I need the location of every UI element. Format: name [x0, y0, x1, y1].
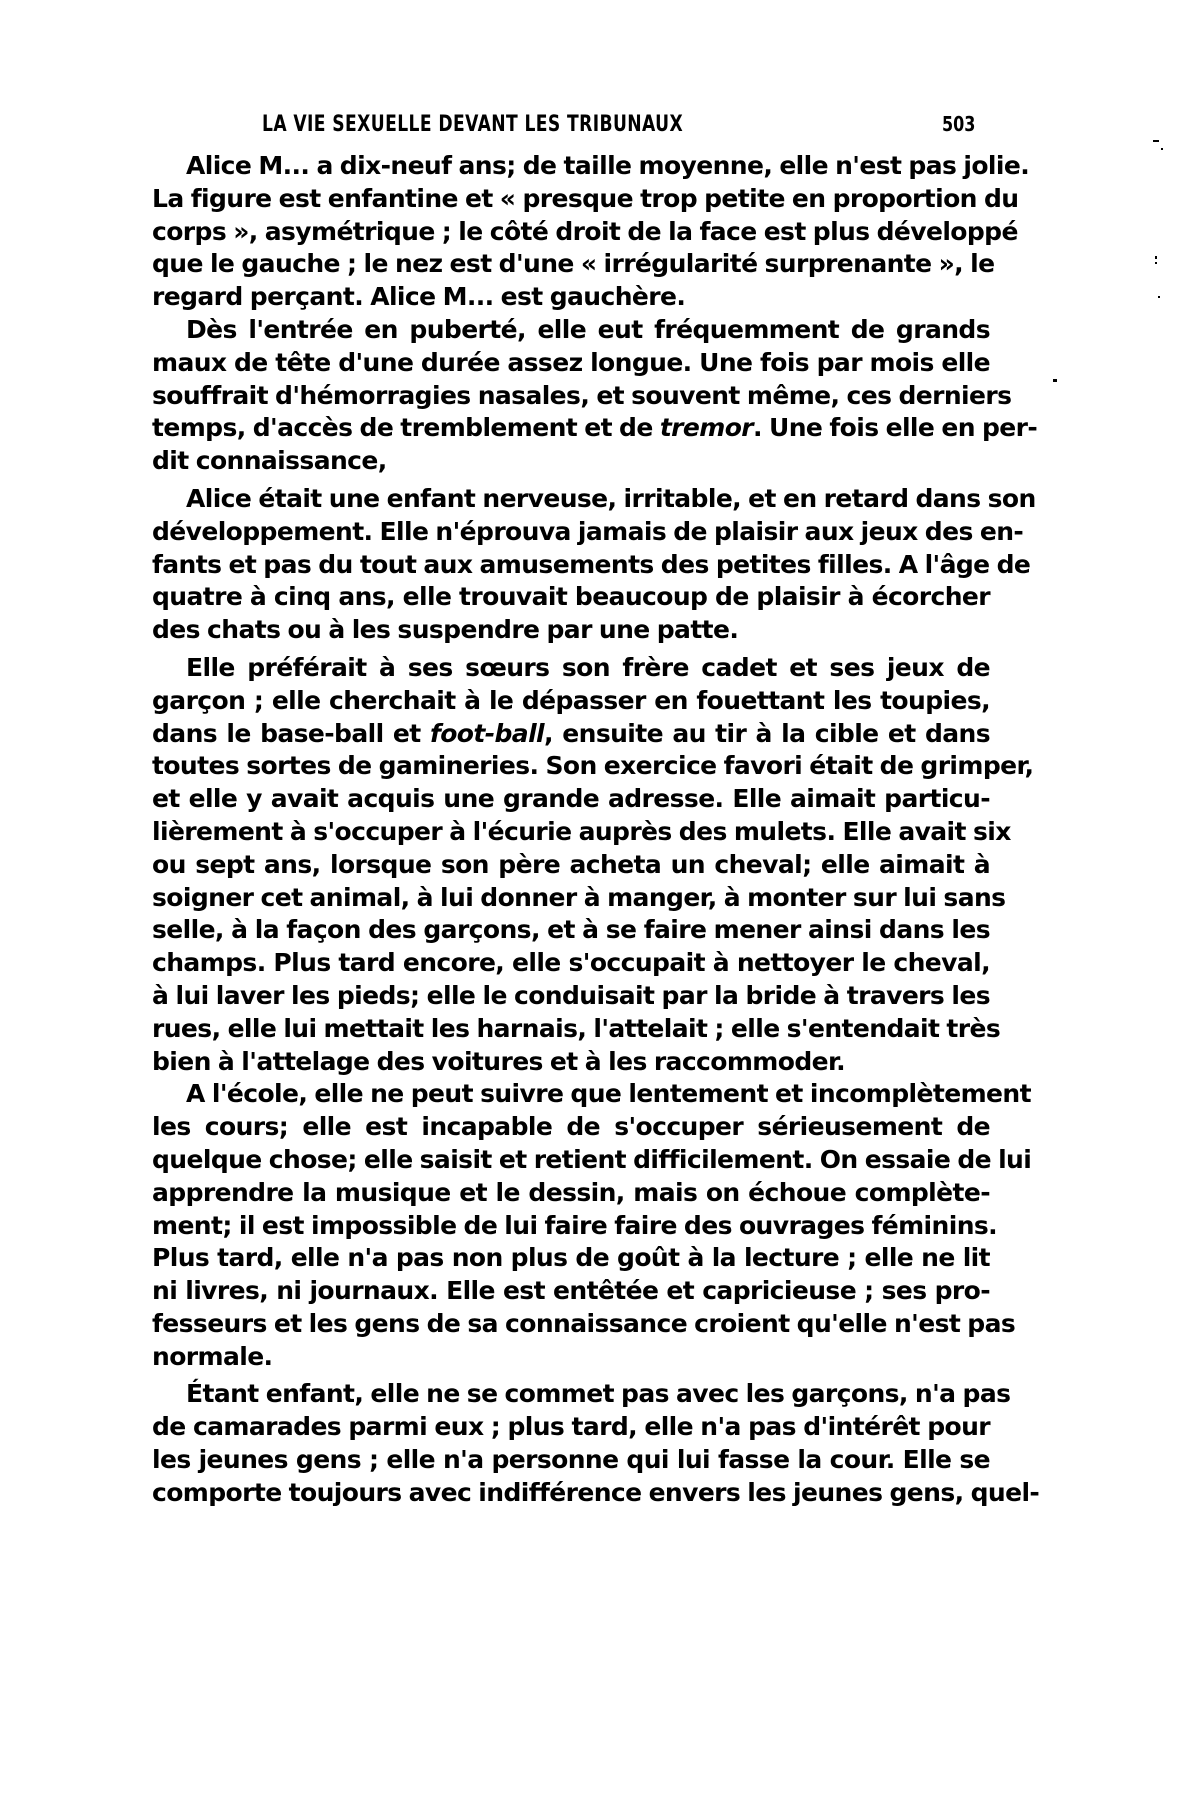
text-line: A l'école, elle ne peut suivre que lentement et incomplètement: [186, 1079, 1031, 1109]
paragraph: [152, 652, 1034, 1078]
text-line: normale.: [152, 1341, 273, 1371]
text-line: La figure est enfantine et « presque trop petite en proportion du: [152, 183, 1019, 213]
text-line: les jeunes gens ; elle n'a personne qui lui fasse la cour. Elle se: [152, 1445, 990, 1475]
text-line: quelque chose; elle saisit et retient difficilement. On essaie de lui: [152, 1144, 1032, 1174]
paragraph: [152, 314, 1038, 478]
text-line: Elle préférait à ses sœurs son frère cadet et ses jeux de: [186, 652, 990, 682]
text-line: Plus tard, elle n'a pas non plus de goût à la lecture ; elle ne lit: [152, 1243, 990, 1273]
scan-speck: [1155, 256, 1157, 259]
text-line: à lui laver les pieds; elle le conduisait par la bride à travers les: [152, 980, 990, 1010]
text-line: et elle y avait acquis une grande adresse. Elle aimait particu-: [152, 784, 990, 814]
text-line: maux de tête d'une durée assez longue. Une fois par mois elle: [152, 347, 990, 377]
text-line: quatre à cinq ans, elle trouvait beaucoup de plaisir à écorcher: [152, 582, 990, 612]
text-line: ou sept ans, lorsque son père acheta un cheval; elle aimait à: [152, 849, 990, 879]
scan-speck: [1053, 379, 1057, 382]
text-line: souffrait d'hémorragies nasales, et souvent même, ces derniers: [152, 380, 1012, 410]
text-line: toutes sortes de gamineries. Son exercice favori était de grimper,: [152, 751, 1034, 781]
italic-term: foot-ball: [429, 718, 545, 748]
text-line: Étant enfant, elle ne se commet pas avec les garçons, n'a pas: [186, 1379, 1011, 1409]
text-line: ni livres, ni journaux. Elle est entêtée et capricieuse ; ses pro-: [152, 1276, 990, 1306]
text-line: fesseurs et les gens de sa connaissance croient qu'elle n'est pas: [152, 1308, 1016, 1338]
scan-speck: [1153, 140, 1159, 142]
text-line: que le gauche ; le nez est d'une « irrégularité surprenante », le: [152, 249, 995, 279]
paragraph: [152, 1078, 1032, 1373]
italic-term: tremor: [659, 413, 754, 443]
text-line: temps, d'accès de tremblement et de tremor. Une fois elle en per-: [152, 413, 1038, 443]
text-line: bien à l'attelage des voitures et à les raccommoder.: [152, 1046, 846, 1076]
scan-speck: [1158, 296, 1160, 298]
text-line: fants et pas du tout aux amusements des petites filles. A l'âge de: [152, 549, 1031, 579]
running-head: [262, 112, 824, 146]
text-line: regard perçant. Alice M... est gauchère.: [152, 282, 686, 312]
text-line: champs. Plus tard encore, elle s'occupait à nettoyer le cheval,: [152, 948, 990, 978]
text-line: rues, elle lui mettait les harnais, l'attelait ; elle s'entendait très: [152, 1013, 1001, 1043]
text-line: Dès l'entrée en puberté, elle eut fréquemment de grands: [186, 314, 990, 344]
paragraph: [152, 1378, 1040, 1509]
text-line: Alice était une enfant nerveuse, irritable, et en retard dans son: [186, 483, 1036, 513]
text-line: comporte toujours avec indifférence envers les jeunes gens, quel-: [152, 1477, 1040, 1507]
text-line: lièrement à s'occuper à l'écurie auprès des mulets. Elle avait six: [152, 816, 1011, 846]
text-line: apprendre la musique et le dessin, mais on échoue complète-: [152, 1177, 990, 1207]
running-title: LA VIE SEXUELLE DEVANT LES TRIBUNAUX: [262, 112, 684, 137]
text-line: selle, à la façon des garçons, et à se faire mener ainsi dans les: [152, 915, 990, 945]
text-line: les cours; elle est incapable de s'occuper sérieusement de: [152, 1112, 990, 1142]
text-line: corps », asymétrique ; le côté droit de la face est plus développé: [152, 216, 1018, 246]
text-line: garçon ; elle cherchait à le dépasser en fouettant les toupies,: [152, 685, 990, 715]
text-line: de camarades parmi eux ; plus tard, elle n'a pas d'intérêt pour: [152, 1412, 990, 1442]
scan-speck: [1155, 262, 1157, 264]
text-line: développement. Elle n'éprouva jamais de plaisir aux jeux des en-: [152, 516, 1024, 546]
text-line: des chats ou à les suspendre par une patte.: [152, 615, 739, 645]
page-number: 503: [942, 112, 976, 136]
text-line: dit connaissance,: [152, 446, 387, 476]
scan-speck: [1161, 148, 1163, 150]
body-text: [152, 150, 1040, 1510]
paragraph: [152, 150, 1030, 314]
text-line: dans le base-ball et foot-ball, ensuite au tir à la cible et dans: [152, 718, 990, 748]
text-line: ment; il est impossible de lui faire faire des ouvrages féminins.: [152, 1210, 998, 1240]
text-line: Alice M... a dix-neuf ans; de taille moyenne, elle n'est pas jolie.: [186, 151, 1030, 180]
paragraph: [152, 483, 1036, 647]
text-line: soigner cet animal, à lui donner à manger, à monter sur lui sans: [152, 882, 1006, 912]
